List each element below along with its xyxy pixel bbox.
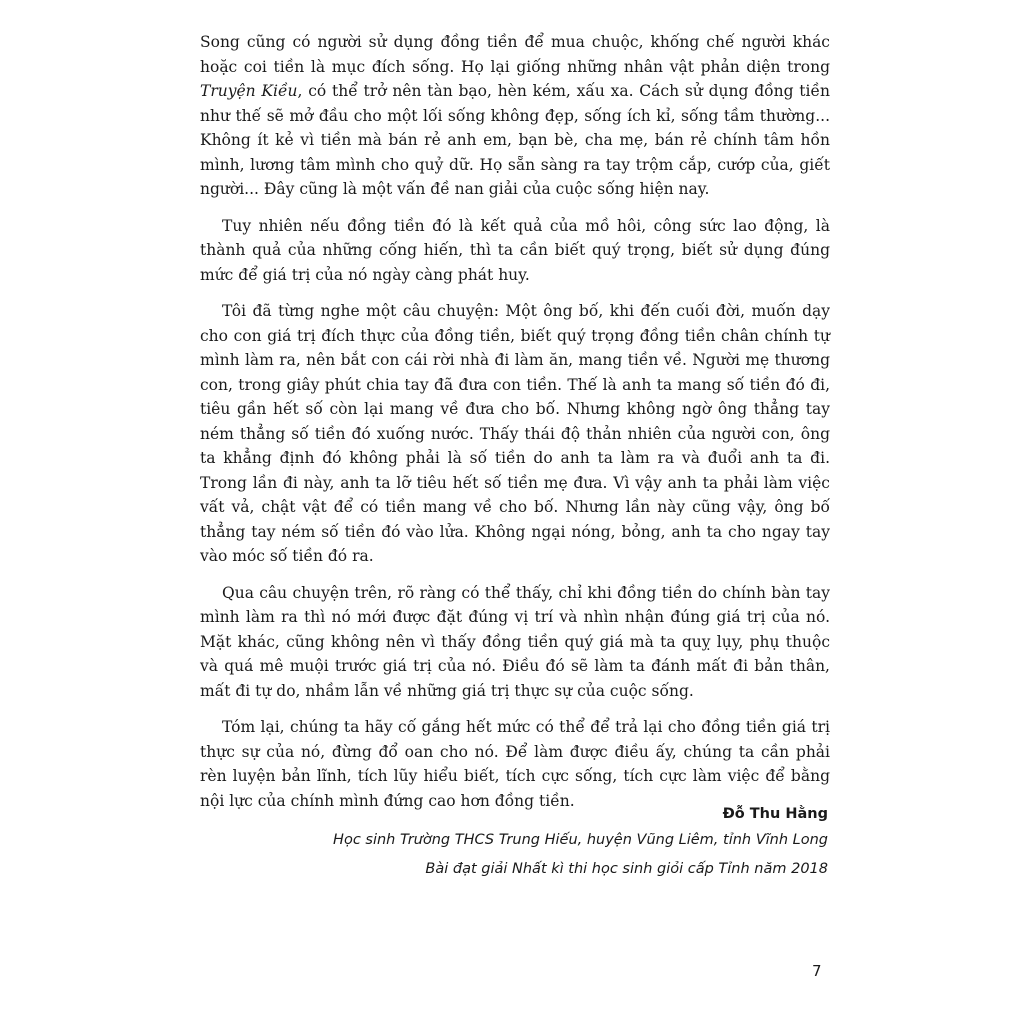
paragraph-1-after: , có thể trở nên tàn bạo, hèn kém, xấu xa. Cách sử dụng đồng tiền như thế sẽ mở đầu cho một lối sống không đẹp, sống ích kỉ, sống tầm thường... Không ít kẻ vì tiền mà bán rẻ anh em, bạn bè, cha mẹ, bán rẻ chính tâm hồn mình, lương tâm mình cho quỷ dữ. Họ sẵn sàng ra tay trộm cắp, cướp của, giết người... Đây cũng là một vấn đề nan giải của cuộc sống hiện nay. <box>200 82 830 198</box>
paragraph-1-before: Song cũng có người sử dụng đồng tiền để mua chuộc, khống chế người khác hoặc coi tiền là mục đích sống. Họ lại giống những nhân vật phản diện trong <box>200 33 830 76</box>
paragraph-5: Tóm lại, chúng ta hãy cố gắng hết mức có thể để trả lại cho đồng tiền giá trị thực sự của nó, đừng đổ oan cho nó. Để làm được điều ấy, chúng ta cần phải rèn luyện bản lĩnh, tích lũy hiểu biết, tích cực sống, tích cực làm việc để bằng nội lực của chính mình đứng cao hơn đồng tiền. <box>200 718 830 810</box>
paragraph-2: Tuy nhiên nếu đồng tiền đó là kết quả của mồ hôi, công sức lao động, là thành quả của những cống hiến, thì ta cần biết quý trọng, biết sử dụng đúng mức để giá trị của nó ngày càng phát huy. <box>200 216 830 284</box>
paragraph-3: Tôi đã từng nghe một câu chuyện: Một ông bố, khi đến cuối đời, muốn dạy cho con giá trị đích thực của đồng tiền, biết quý trọng đồng tiền chân chính tự mình làm ra, nên bắt con cái rời nhà đi làm ăn, mang tiền về. Người mẹ thương con, trong giây phút chia tay đã đưa con tiền. Thế là anh ta mang số tiền đó đi, tiêu gần hết số còn lại mang về đưa cho bố. Nhưng không ngờ ông thẳng tay ném thẳng số tiền đó xuống nước. Thấy thái độ thản nhiên của người con, ông ta khẳng định đó không phải là số tiền do anh ta làm ra và đuổi anh ta đi. Trong lần đi này, anh ta lỡ tiêu hết số tiền mẹ đưa. Vì vậy anh ta phải làm việc vất vả, chật vật để có tiền mang về cho bố. Nhưng lần này cũng vậy, ông bố thẳng tay ném số tiền đó vào lửa. Không ngại nóng, bỏng, anh ta cho ngay tay vào móc số tiền đó ra. <box>200 302 830 565</box>
book-title-emphasis: Truyện Kiều <box>200 82 298 100</box>
author-signature <box>333 802 828 884</box>
page-number: 7 <box>812 962 822 980</box>
author-award: Bài đạt giải Nhất kì thi học sinh giỏi cấp Tỉnh năm 2018 <box>425 861 828 877</box>
paragraph-1 <box>200 30 830 202</box>
essay-body <box>200 30 830 825</box>
author-school: Học sinh Trường THCS Trung Hiếu, huyện Vũng Liêm, tỉnh Vĩnh Long <box>333 832 828 848</box>
paragraph-4: Qua câu chuyện trên, rõ ràng có thể thấy, chỉ khi đồng tiền do chính bàn tay mình làm ra thì nó mới được đặt đúng vị trí và nhìn nhận đúng giá trị của nó. Mặt khác, cũng không nên vì thấy đồng tiền quý giá mà ta quỵ lụy, phụ thuộc và quá mê muội trước giá trị của nó. Điều đó sẽ làm ta đánh mất đi bản thân, mất đi tự do, nhầm lẫn về những giá trị thực sự của cuộc sống. <box>200 583 830 700</box>
author-name: Đỗ Thu Hằng <box>722 806 828 822</box>
